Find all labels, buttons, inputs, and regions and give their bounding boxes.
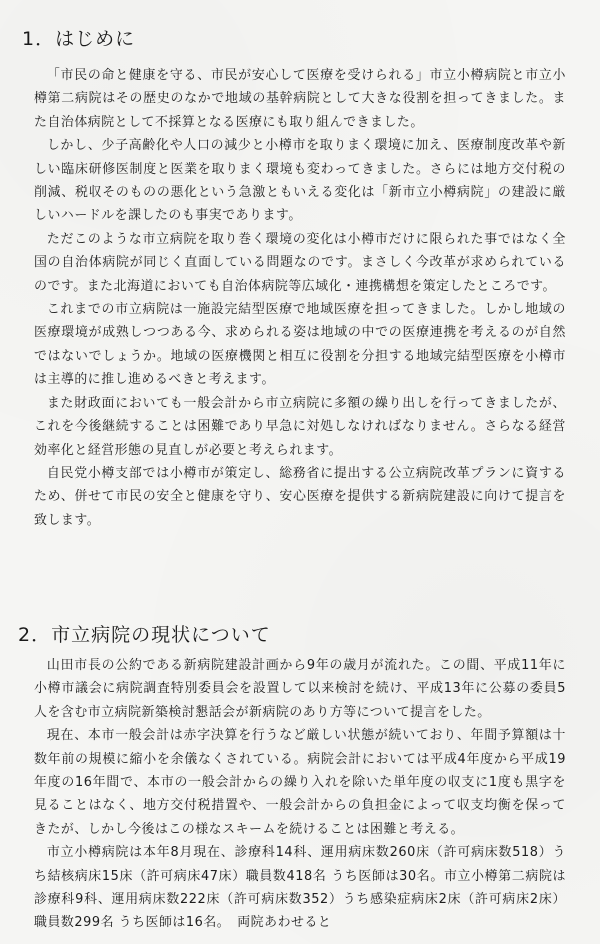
section-1-heading: 1．はじめに <box>22 28 136 50</box>
paragraph: これまでの市立病院は一施設完結型医療で地域医療を担ってきました。しかし地域の医療環境が成熟しつつある今、求められる姿は地域の中での医療連携を考えるのが自然ではないでしょうか。地域の医療機関と相互に役割を分担する地域完結型医療を小樽市は主導的に推し進めるべきと考えます。 <box>34 302 566 388</box>
section-1-body <box>34 64 566 532</box>
paragraph: しかし、少子高齢化や人口の減少と小樽市を取りまく環境に加え、医療制度改革や新しい臨床研修医制度と医業を取りまく環境も変わってきました。さらには地方交付税の削減、税収そのものの悪化という急激ともいえる変化は「新市立小樽病院」の建設に厳しいハードルを課したのも事実であります。 <box>34 138 566 224</box>
paragraph: 山田市長の公約である新病院建設計画から9年の歳月が流れた。この間、平成11年に小樽市議会に病院調査特別委員会を設置して以来検討を続け、平成13年に公募の委員5人を含む市立病院新築検討懇話会が新病院のあり方等について提言をした。 <box>34 658 566 720</box>
paragraph: 「市民の命と健康を守る、市民が安心して医療を受けられる」市立小樽病院と市立小樽第二病院はその歴史のなかで地域の基幹病院として大きな役割を担ってきました。また自治体病院として不採算となる医療にも取り組んできました。 <box>34 68 566 130</box>
section-2-heading: 2．市立病院の現状について <box>18 624 271 646</box>
section-2-body <box>34 654 566 935</box>
paragraph: また財政面においても一般会計から市立病院に多額の繰り出しを行ってきましたが、これを今後継続することは困難であり早急に対処しなければなりません。さらなる経営効率化と経営形態の見直しが必要と考えられます。 <box>34 395 566 458</box>
paragraph: 現在、本市一般会計は赤字決算を行うなど厳しい状態が続いており、年間予算額は十数年前の規模に縮小を余儀なくされている。病院会計においては平成4年度から平成19年度の16年間で、本市の一般会計からの繰り入れを除いた単年度の収支に1度も黒字を見ることはなく、地方交付税措置や、一般会計からの負担金によって収支均衡を保ってきたが、しかし今後はこの様なスキームを続けることは困難と考える。 <box>34 728 566 837</box>
paragraph: 市立小樽病院は本年8月現在、診療科14科、運用病床数260床（許可病床数518）うち結核病床15床（許可病床47床）職員数418名 うち医師は30名。市立小樽第二病院は診療科9科、運用病床数222床（許可病床数352）うち感染症病床2床（許可病床2床）職員数299名 うち医師は16名。 両院あわせると <box>34 845 566 931</box>
paragraph: 自民党小樽支部では小樽市が策定し、総務省に提出する公立病院改革プランに資するため、併せて市民の安全と健康を守り、安心医療を提供する新病院建設に向けて提言を致します。 <box>34 465 566 528</box>
paragraph: ただこのような市立病院を取り巻く環境の変化は小樽市だけに限られた事ではなく全国の自治体病院が同じく直面している問題なのです。まさしく今改革が求められているのです。また北海道においても自治体病院等広域化・連携構想を策定したところです。 <box>34 231 566 294</box>
